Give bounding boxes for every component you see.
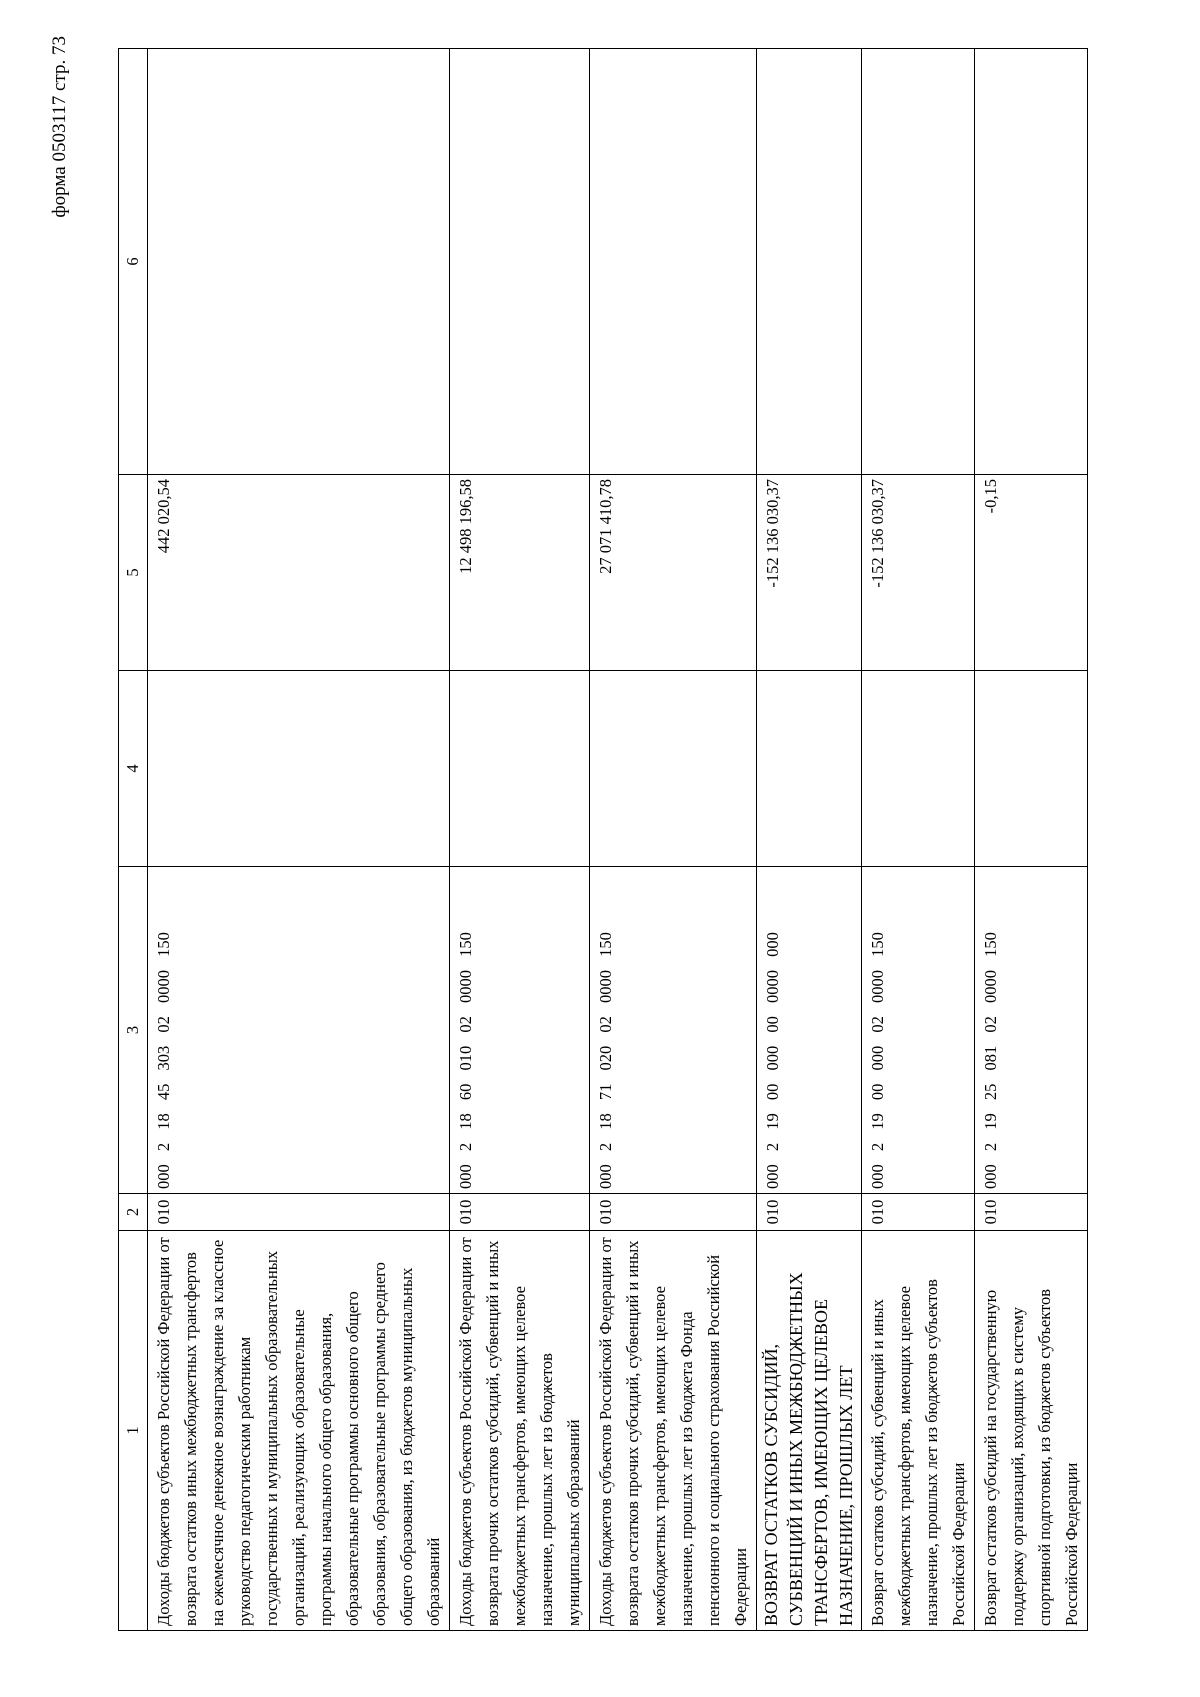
unexecuted-amount xyxy=(590,49,757,475)
row-description: Возврат остатков субсидий, субвенций и иных межбюджетных трансфертов, имеющих целевое назначение, прошлых лет из бюджетов субъектов Российской Федерации xyxy=(862,1231,975,1631)
row-description: Возврат остатков субсидий на государственную поддержку организаций, входящих в систему спортивной подготовки, из бюджетов субъектов Российской Федерации xyxy=(975,1231,1088,1631)
executed-amount: -152 136 030,37 xyxy=(757,475,862,671)
income-classification-code: 000 2 18 60 010 02 0000 150 xyxy=(450,867,590,1194)
report-table-container xyxy=(118,49,1081,1631)
table-row xyxy=(450,49,590,1631)
table-row xyxy=(757,49,862,1631)
executed-amount: 12 498 196,58 xyxy=(450,475,590,671)
unexecuted-amount xyxy=(757,49,862,475)
line-code: 010 xyxy=(975,1194,1088,1231)
unexecuted-amount xyxy=(148,49,450,475)
line-code: 010 xyxy=(450,1194,590,1231)
approved-amount xyxy=(862,671,975,867)
column-number: 3 xyxy=(119,867,148,1194)
line-code: 010 xyxy=(862,1194,975,1231)
executed-amount: -152 136 030,37 xyxy=(862,475,975,671)
executed-amount: 442 020,54 xyxy=(148,475,450,671)
row-description: Доходы бюджетов субъектов Российской Федерации от возврата остатков иных межбюджетных трансфертов на ежемесячное денежное вознаграждение за классное руководство педагогическим работникам государственных и муниципальных образовательных организаций, реализующих образовательные программы начального общего образования, образовательные программы основного общего образования, образовательные программы среднего общего образования, из бюджетов муниципальных образований xyxy=(148,1231,450,1631)
table-row xyxy=(148,49,450,1631)
approved-amount xyxy=(975,671,1088,867)
executed-amount: -0,15 xyxy=(975,475,1088,671)
column-number: 4 xyxy=(119,671,148,867)
approved-amount xyxy=(450,671,590,867)
column-number: 5 xyxy=(119,475,148,671)
income-classification-code: 000 2 19 00 000 00 0000 000 xyxy=(757,867,862,1194)
income-report-table xyxy=(118,48,1088,1631)
income-classification-code: 000 2 18 71 020 02 0000 150 xyxy=(590,867,757,1194)
table-row xyxy=(862,49,975,1631)
column-number: 1 xyxy=(119,1231,148,1631)
table-row xyxy=(590,49,757,1631)
approved-amount xyxy=(757,671,862,867)
column-number-row xyxy=(119,49,148,1631)
unexecuted-amount xyxy=(975,49,1088,475)
row-description: Доходы бюджетов субъектов Российской Федерации от возврата остатков прочих субсидий, субвенций и иных межбюджетных трансфертов, имеющих целевое назначение, прошлых лет из бюджета Фонда пенсионного и социального страхования Российской Федерации xyxy=(590,1231,757,1631)
form-label: форма 0503117 стр. 73 xyxy=(49,36,70,218)
unexecuted-amount xyxy=(450,49,590,475)
line-code: 010 xyxy=(148,1194,450,1231)
income-classification-code: 000 2 19 00 000 02 0000 150 xyxy=(862,867,975,1194)
income-classification-code: 000 2 18 45 303 02 0000 150 xyxy=(148,867,450,1194)
row-description: ВОЗВРАТ ОСТАТКОВ СУБСИДИЙ, СУБВЕНЦИЙ И ИНЫХ МЕЖБЮДЖЕТНЫХ ТРАНСФЕРТОВ, ИМЕЮЩИХ ЦЕЛЕВОЕ НАЗНАЧЕНИЕ, ПРОШЛЫХ ЛЕТ xyxy=(757,1231,862,1631)
income-classification-code: 000 2 19 25 081 02 0000 150 xyxy=(975,867,1088,1194)
unexecuted-amount xyxy=(862,49,975,475)
executed-amount: 27 071 410,78 xyxy=(590,475,757,671)
approved-amount xyxy=(590,671,757,867)
approved-amount xyxy=(148,671,450,867)
line-code: 010 xyxy=(757,1194,862,1231)
row-description: Доходы бюджетов субъектов Российской Федерации от возврата прочих остатков субсидий, субвенций и иных межбюджетных трансфертов, имеющих целевое назначение, прошлых лет из бюджетов муниципальных образований xyxy=(450,1231,590,1631)
column-number: 2 xyxy=(119,1194,148,1231)
line-code: 010 xyxy=(590,1194,757,1231)
table-row xyxy=(975,49,1088,1631)
column-number: 6 xyxy=(119,49,148,475)
